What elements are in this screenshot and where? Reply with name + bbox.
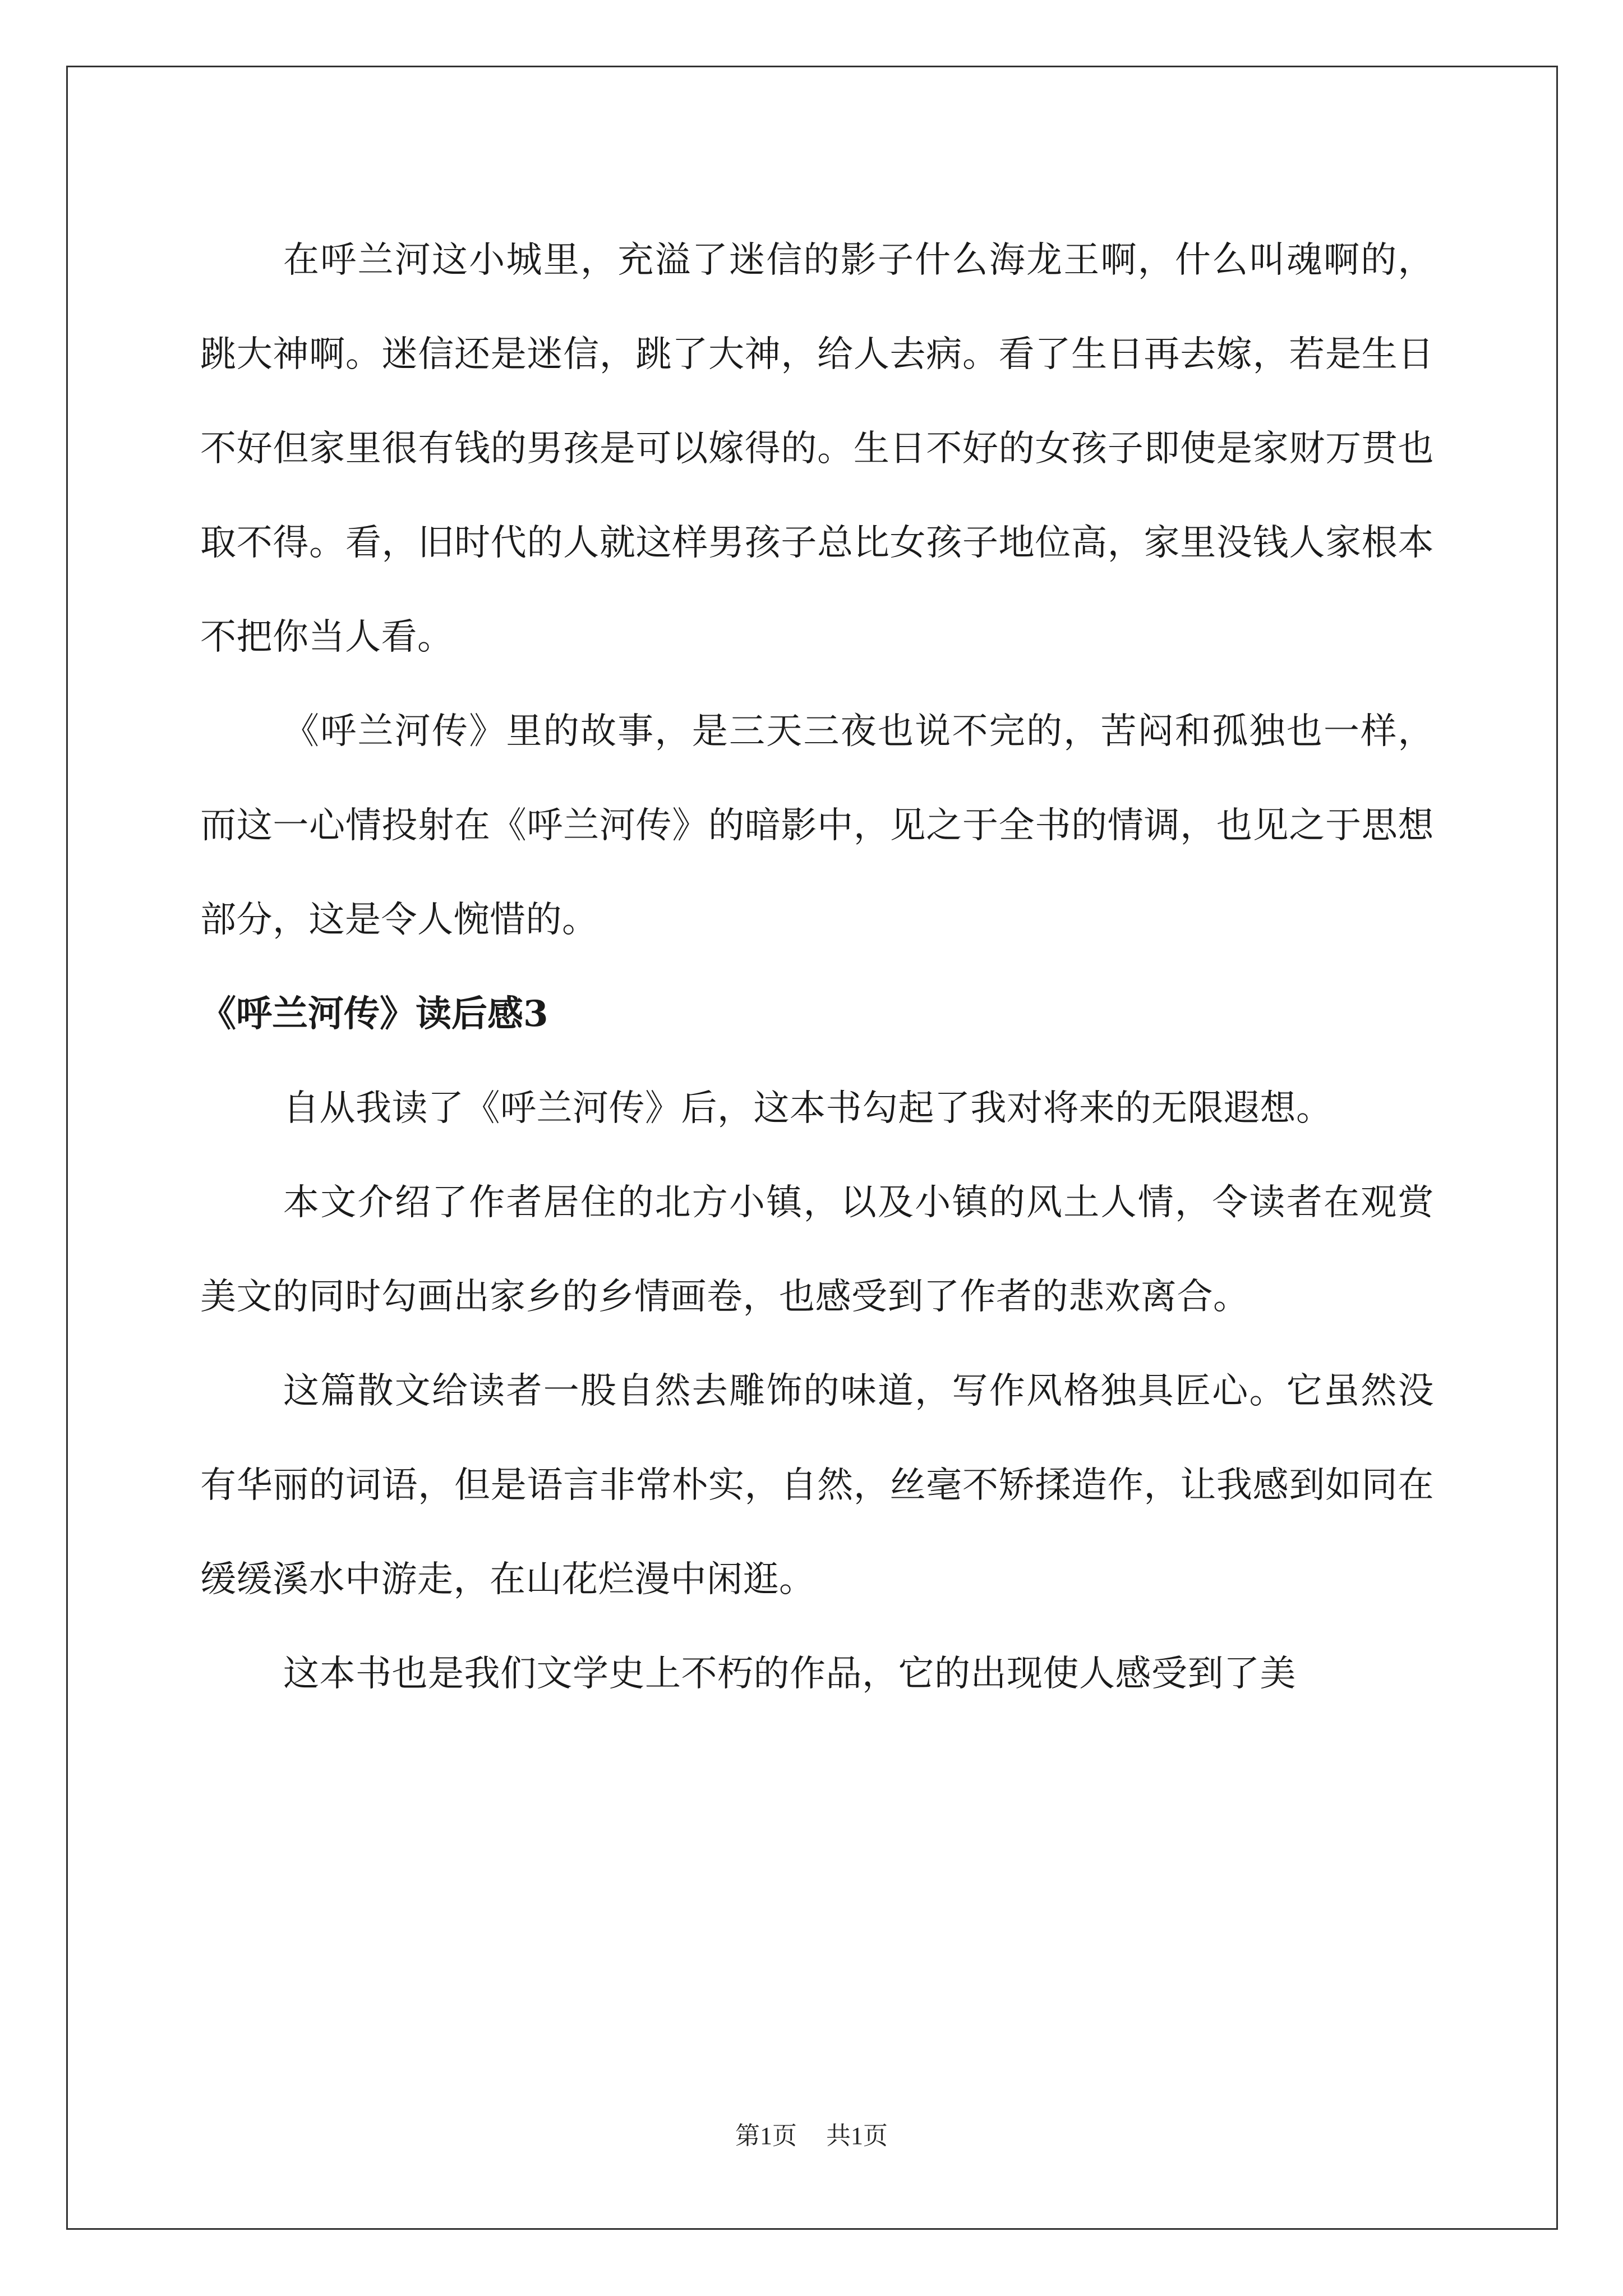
page-footer [0, 2119, 1623, 2153]
document-body [200, 213, 1434, 1721]
section-heading: 《呼兰河传》读后感3 [200, 993, 548, 1035]
paragraph-literature: 这本书也是我们文学史上不朽的作品，它的出现使人感受到了美 [283, 1653, 1296, 1695]
paragraph-style: 这篇散文给读者一股自然去雕饰的味道，写作风格独具匠心。它虽然没有华丽的词语，但是语言非常朴实，自然，丝毫不矫揉造作，让我感到如同在缓缓溪水中游走，在山花烂漫中闲逛。 [200, 1370, 1434, 1600]
paragraph-superstition: 在呼兰河这小城里，充溢了迷信的影子什么海龙王啊，什么叫魂啊的，跳大神啊。迷信还是迷信，跳了大神，给人去病。看了生日再去嫁，若是生日不好但家里很有钱的男孩是可以嫁得的。生日不好的女孩子即使是家财万贯也取不得。看，旧时代的人就这样男孩子总比女孩子地位高，家里没钱人家根本不把你当人看。 [200, 240, 1434, 658]
paragraph-reading: 自从我读了《呼兰河传》后，这本书勾起了我对将来的无限遐想。 [283, 1088, 1332, 1129]
page-number: 第1页 [735, 2122, 797, 2150]
page-total: 共1页 [826, 2122, 888, 2150]
paragraph-stories: 《呼兰河传》里的故事，是三天三夜也说不完的，苦闷和孤独也一样，而这一心情投射在《呼兰河传》的暗影中，见之于全书的情调，也见之于思想部分，这是令人惋惜的。 [200, 711, 1434, 941]
paragraph-town: 本文介绍了作者居住的北方小镇，以及小镇的风土人情，令读者在观赏美文的同时勾画出家乡的乡情画卷，也感受到了作者的悲欢离合。 [200, 1182, 1434, 1318]
